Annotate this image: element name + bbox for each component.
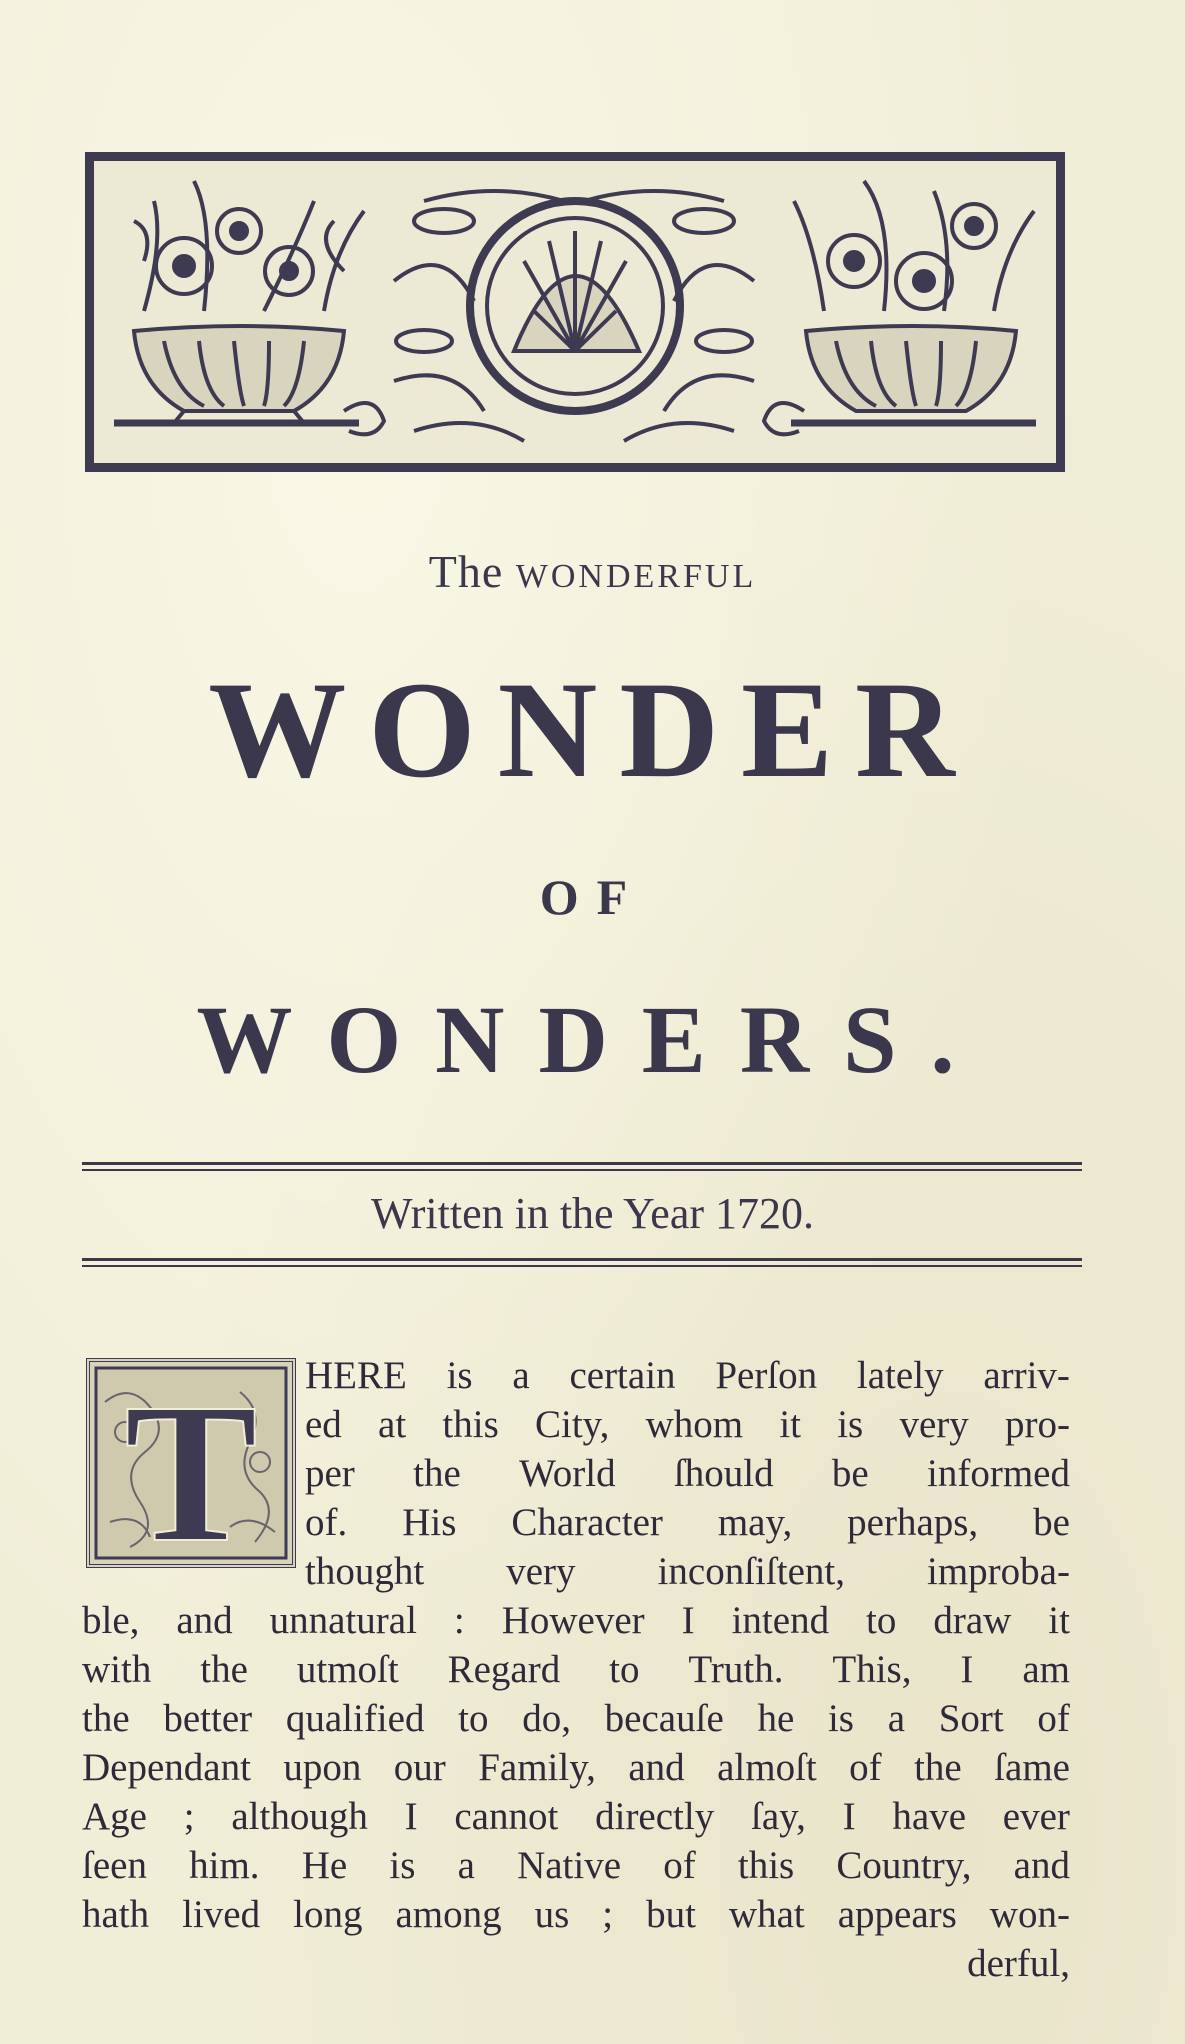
body-word: Sort — [938, 1697, 1004, 1740]
body-word: ſeen — [82, 1844, 147, 1887]
body-word: but — [646, 1893, 696, 1936]
body-line-5 — [305, 1548, 1070, 1596]
body-word: he — [757, 1697, 795, 1740]
body-word: ſame — [994, 1746, 1070, 1789]
body-word: pro- — [1004, 1403, 1070, 1446]
body-word: with — [82, 1648, 152, 1691]
body-word: this — [442, 1403, 499, 1446]
drop-cap — [86, 1358, 296, 1568]
title-second: WONDERS. — [196, 986, 989, 1093]
body-word: appears — [837, 1893, 957, 1936]
body-word: be — [831, 1452, 869, 1495]
body-word: becauſe — [604, 1697, 724, 1740]
body-word: He — [301, 1844, 348, 1887]
date-line: Written in the Year 1720. — [370, 1189, 815, 1238]
body-word: His — [402, 1501, 457, 1544]
body-word: improba- — [927, 1550, 1070, 1593]
body-word: this — [737, 1844, 795, 1887]
title-of: OF — [539, 869, 646, 925]
body-word: ſhould — [673, 1452, 774, 1495]
body-word: ; — [602, 1893, 614, 1936]
body-word: World — [519, 1452, 616, 1495]
body-word: ed — [305, 1403, 342, 1446]
body-word: lived — [182, 1893, 261, 1936]
body-word: to — [866, 1599, 897, 1642]
body-line-10 — [82, 1793, 1070, 1841]
body-line-13 — [82, 1940, 1070, 1988]
body-word: I — [842, 1795, 856, 1838]
body-word: thought — [305, 1550, 425, 1593]
rule-top — [82, 1162, 1082, 1165]
body-word: : — [453, 1599, 465, 1642]
body-word: utmoſt — [296, 1648, 399, 1691]
body-word: long — [293, 1893, 363, 1936]
body-word: very — [899, 1403, 969, 1446]
body-word: the — [82, 1697, 130, 1740]
body-word: a — [887, 1697, 905, 1740]
title-main: WONDER — [208, 653, 977, 806]
body-word: and — [1013, 1844, 1070, 1887]
body-word: Perſon — [715, 1354, 818, 1397]
body-word: us — [534, 1893, 570, 1936]
body-word: a — [512, 1354, 530, 1397]
title-small-caps: WONDERFUL — [515, 558, 757, 595]
rule-bottom — [82, 1258, 1082, 1261]
body-word: the — [200, 1648, 248, 1691]
body-word: However — [501, 1599, 645, 1642]
body-word: do, — [522, 1697, 571, 1740]
body-line-2 — [305, 1401, 1070, 1449]
body-word: of. — [305, 1501, 348, 1544]
body-word: almoſt — [717, 1746, 817, 1789]
body-word: This, — [832, 1648, 912, 1691]
body-word: per — [305, 1452, 355, 1495]
body-word: of — [663, 1844, 696, 1887]
body-word: may, — [717, 1501, 793, 1544]
body-word: of — [1037, 1697, 1070, 1740]
rule-top-thin — [82, 1169, 1082, 1171]
body-word: perhaps, — [847, 1501, 979, 1544]
body-word: cannot — [454, 1795, 559, 1838]
body-word: I — [681, 1599, 695, 1642]
body-word: Truth. — [688, 1648, 784, 1691]
body-line-1 — [305, 1352, 1070, 1400]
body-word: arriv- — [983, 1354, 1070, 1397]
body-word: Native — [517, 1844, 622, 1887]
body-word: inconſiſtent, — [657, 1550, 845, 1593]
body-word: unnatural — [269, 1599, 417, 1642]
body-word: Character — [511, 1501, 663, 1544]
body-word: it — [1048, 1599, 1070, 1642]
body-word: and — [176, 1599, 233, 1642]
body-word: I — [404, 1795, 418, 1838]
body-word: directly — [595, 1795, 715, 1838]
body-line-3 — [305, 1450, 1070, 1498]
body-line-9 — [82, 1744, 1070, 1792]
rule-bottom-thin — [82, 1265, 1082, 1267]
body-word: upon — [283, 1746, 362, 1789]
body-word: a — [457, 1844, 475, 1887]
body-line-4 — [305, 1499, 1070, 1547]
body-word: him. — [189, 1844, 260, 1887]
body-line-12 — [82, 1891, 1070, 1939]
body-word: and — [628, 1746, 685, 1789]
body-word: ſay, — [751, 1795, 806, 1838]
body-line-7 — [82, 1646, 1070, 1694]
body-word: Country, — [836, 1844, 972, 1887]
body-word: lately — [856, 1354, 944, 1397]
body-word: at — [378, 1403, 407, 1446]
body-word: what — [728, 1893, 805, 1936]
body-word: have — [892, 1795, 967, 1838]
title-prefix: The — [428, 546, 516, 597]
body-word: be — [1033, 1501, 1070, 1544]
body-word: Age — [82, 1795, 147, 1838]
body-line-8 — [82, 1695, 1070, 1743]
body-word: hath — [82, 1893, 150, 1936]
body-word: whom — [645, 1403, 744, 1446]
body-word: is — [837, 1403, 864, 1446]
body-word: of — [849, 1746, 882, 1789]
body-word: am — [1022, 1648, 1070, 1691]
body-word: to — [458, 1697, 489, 1740]
body-word: HERE — [305, 1354, 407, 1397]
body-word: City, — [534, 1403, 610, 1446]
body-word: Regard — [447, 1648, 561, 1691]
body-word: qualified — [285, 1697, 425, 1740]
body-word: ble, — [82, 1599, 140, 1642]
body-word: ; — [183, 1795, 195, 1838]
body-word: our — [393, 1746, 446, 1789]
title-prefix-line — [0, 545, 1185, 598]
body-word: is — [827, 1697, 854, 1740]
drop-cap-letter: T — [124, 1363, 258, 1564]
body-word: is — [446, 1354, 473, 1397]
body-word: Family, — [478, 1746, 596, 1789]
body-word: better — [163, 1697, 253, 1740]
body-word: the — [914, 1746, 962, 1789]
body-text: derful, — [967, 1942, 1070, 1985]
body-word: won- — [989, 1893, 1070, 1936]
body-line-11 — [82, 1842, 1070, 1890]
body-word: Dependant — [82, 1746, 251, 1789]
body-word: informed — [927, 1452, 1070, 1495]
body-word: among — [395, 1893, 502, 1936]
body-word: very — [506, 1550, 576, 1593]
body-word: is — [389, 1844, 416, 1887]
body-word: intend — [731, 1599, 830, 1642]
body-word: I — [960, 1648, 974, 1691]
body-word: certain — [569, 1354, 676, 1397]
body-word: although — [231, 1795, 368, 1838]
headpiece-ornament — [85, 152, 1065, 472]
body-word: to — [609, 1648, 640, 1691]
body-word: ever — [1002, 1795, 1070, 1838]
body-word: it — [779, 1403, 801, 1446]
body-word: the — [413, 1452, 461, 1495]
body-word: draw — [933, 1599, 1012, 1642]
body-line-6 — [82, 1597, 1070, 1645]
